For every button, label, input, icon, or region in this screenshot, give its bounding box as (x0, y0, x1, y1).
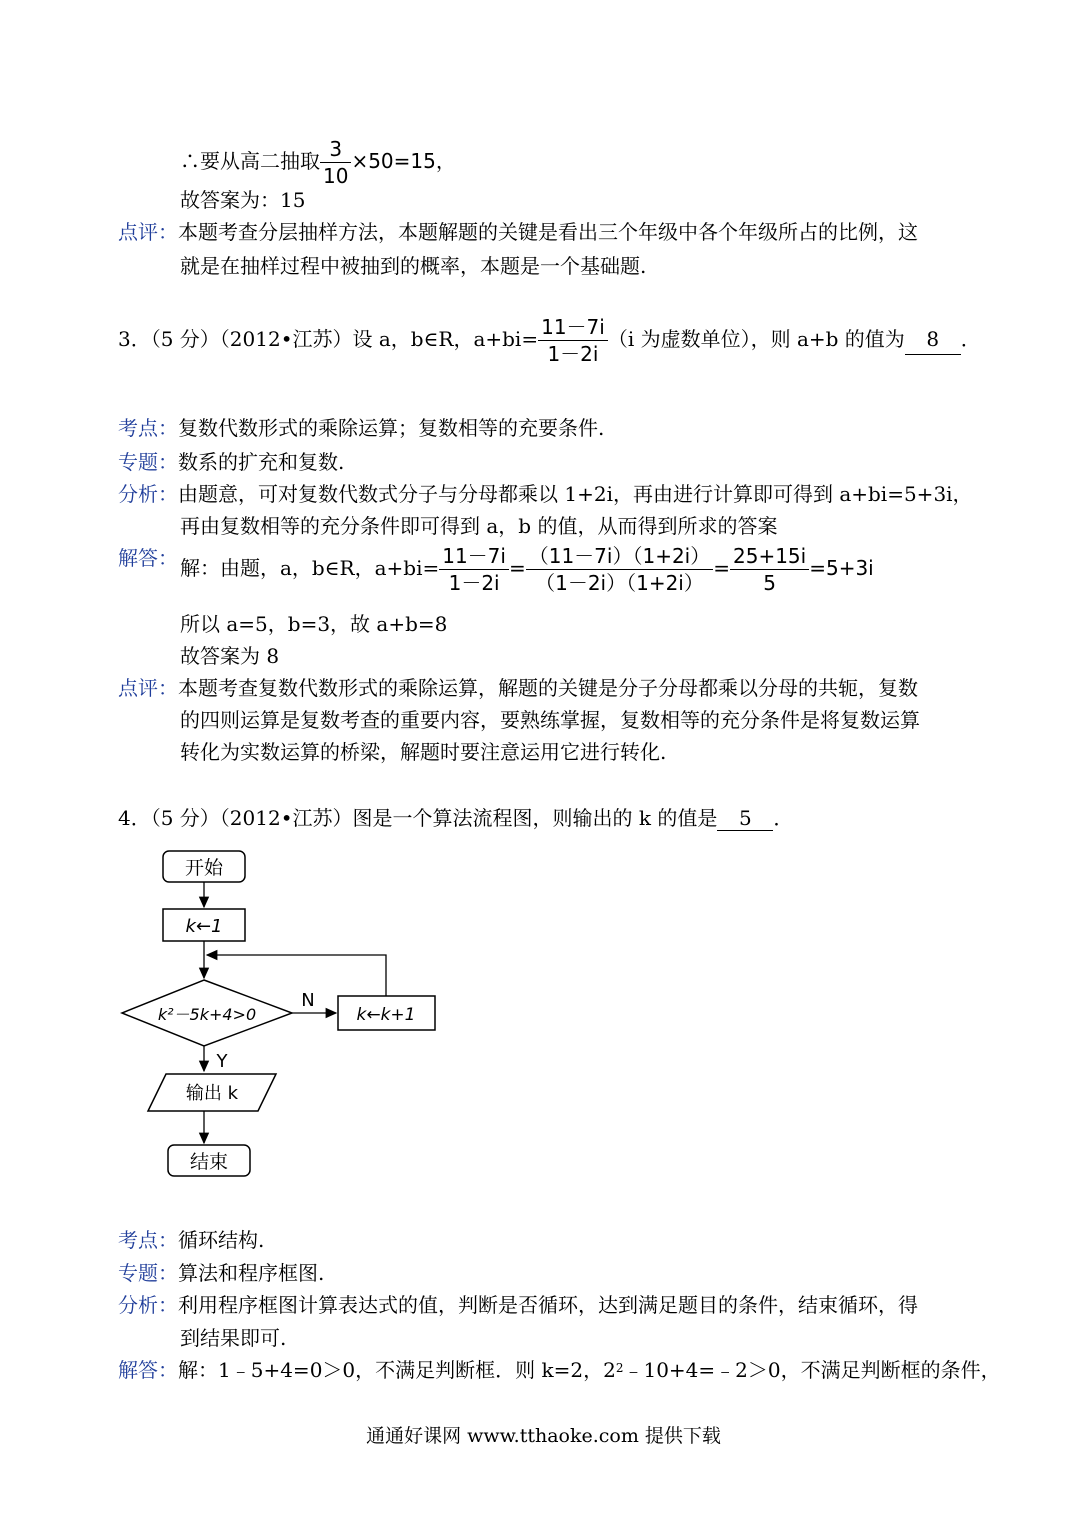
q3-jieda-label (118, 546, 178, 570)
flow-start-label: 开始 (184, 857, 224, 879)
q4-stem-prefix: 4．（5 分）（2012•江苏）图是一个算法流程图，则输出的 k 的值是 (118, 806, 718, 830)
p2-fraction (320, 136, 351, 189)
q3-so-line: 所以 a=5，b=3，故 a+b=8 (180, 612, 448, 636)
q3-jieda-prefix: 解：由题，a，b∈R，a+bi= (180, 556, 440, 580)
q3-zhuanti (118, 450, 344, 474)
p2-calc-suffix: ×50=15， (351, 149, 456, 173)
q3-stem-end: ． (960, 327, 981, 351)
flow-output-label: 输出 k (185, 1083, 239, 1104)
p2-calc-line (180, 136, 456, 189)
q4-answer-blank: 5 (717, 806, 773, 831)
q3-comment-label: 点评： (118, 676, 178, 700)
q3-f1-den: 1－2i (448, 571, 500, 595)
q3-f2-den: （1－2i）（1+2i） (535, 571, 704, 595)
q3-kaodian-text: 复数代数形式的乘除运算；复数相等的充要条件. (178, 416, 605, 440)
page-footer: 通通好课网 www.tthaoke.com 提供下载 (366, 1425, 721, 1447)
q4-fenxi-line-1 (118, 1293, 918, 1317)
flow-decision-label: k²－5k+4>0 (157, 1005, 257, 1024)
q3-frac-den: 1－2i (547, 342, 599, 366)
q4-stem (118, 806, 793, 831)
q4-jieda-line (118, 1358, 1001, 1382)
q4-zhuanti (118, 1261, 324, 1285)
q3-jieda-frac-1 (439, 543, 509, 596)
q3-f2-num: （11－7i）（1+2i） (526, 543, 714, 570)
q3-kaodian-label: 考点： (118, 416, 178, 440)
q3-jieda-label-text: 解答： (118, 546, 178, 570)
q3-comment-text-1: 本题考查复数代数形式的乘除运算，解题的关键是分子分母都乘以分母的共轭，复数 (178, 676, 918, 700)
p2-calc-prefix: ∴要从高二抽取 (180, 149, 320, 173)
q3-jieda-frac-3 (730, 543, 809, 596)
q3-fenxi-line-2: 再由复数相等的充分条件即可得到 a，b 的值，从而得到所求的答案 (180, 514, 778, 538)
q3-kaodian (118, 416, 604, 440)
q4-kaodian-text: 循环结构. (178, 1228, 265, 1252)
q4-jieda-superscript: 2 (615, 1361, 624, 1375)
q3-answer: 故答案为 8 (180, 644, 280, 668)
algorithm-flowchart (110, 843, 450, 1183)
q3-fenxi-text-1: 由题意，可对复数代数式分子与分母都乘以 1+2i，再由进行计算即可得到 a+bi=5+3i， (178, 482, 973, 506)
q3-f3-num: 25+15i (730, 543, 809, 570)
q3-fenxi-label: 分析： (118, 482, 178, 506)
q3-answer-blank: 8 (905, 324, 961, 355)
flow-update-label: k←k+1 (356, 1005, 416, 1025)
q3-jieda-equation (180, 543, 874, 596)
flow-end-label: 结束 (189, 1151, 229, 1173)
q4-zhuanti-label: 专题： (118, 1261, 178, 1285)
p2-answer: 故答案为：15 (180, 188, 306, 212)
q3-comment-line-2: 的四则运算是复数考查的重要内容，要熟练掌握，复数相等的充分条件是将复数运算 (180, 708, 920, 732)
q3-fenxi-line-1 (118, 482, 973, 506)
flow-init-label: k←1 (185, 916, 223, 937)
q4-jieda-text-b: ﹣10+4=﹣2＞0，不满足判断框的条件， (623, 1358, 1001, 1382)
flow-yes-label: Y (216, 1051, 228, 1072)
q3-stem-suffix: （i 为虚数单位），则 a+b 的值为 (607, 327, 905, 351)
p2-frac-num: 3 (320, 136, 351, 163)
q3-comment-line-1 (118, 676, 918, 700)
flow-loop-arrow (207, 955, 386, 996)
p2-comment-line-1 (118, 220, 918, 244)
q4-stem-end: ． (773, 806, 794, 830)
q3-eq-2: = (713, 556, 730, 580)
q4-kaodian (118, 1228, 264, 1252)
q3-jieda-result: =5+3i (809, 556, 874, 580)
p2-comment-line-2: 就是在抽样过程中被抽到的概率，本题是一个基础题. (180, 254, 647, 278)
q4-jieda-label: 解答： (118, 1358, 178, 1382)
p2-frac-den: 10 (323, 164, 349, 188)
p2-comment-text-1: 本题考查分层抽样方法，本题解题的关键是看出三个年级中各个年级所占的比例，这 (178, 220, 918, 244)
q4-fenxi-label: 分析： (118, 1293, 178, 1317)
q4-zhuanti-text: 算法和程序框图. (178, 1261, 325, 1285)
q4-fenxi-text-1: 利用程序框图计算表达式的值，判断是否循环，达到满足题目的条件，结束循环，得 (178, 1293, 918, 1317)
q3-zhuanti-label: 专题： (118, 450, 178, 474)
q4-jieda-text-a: 解：1﹣5+4=0＞0，不满足判断框．则 k=2，2 (178, 1358, 616, 1382)
q3-f1-num: 11－7i (439, 543, 509, 570)
q3-stem-prefix: 3．（5 分）（2012•江苏）设 a，b∈R，a+bi= (118, 327, 539, 351)
q3-stem (118, 314, 981, 367)
flow-no-label: N (301, 990, 315, 1011)
q4-kaodian-label: 考点： (118, 1228, 178, 1252)
q3-comment-line-3: 转化为实数运算的桥梁，解题时要注意运用它进行转化. (180, 740, 667, 764)
q3-zhuanti-text: 数系的扩充和复数. (178, 450, 345, 474)
q3-stem-fraction (538, 314, 608, 367)
q3-jieda-frac-2 (526, 543, 714, 596)
q3-f3-den: 5 (763, 571, 776, 595)
p2-comment-label: 点评： (118, 220, 178, 244)
q3-frac-num: 11－7i (538, 314, 608, 341)
q3-eq-1: = (508, 556, 526, 580)
q4-fenxi-line-2: 到结果即可. (180, 1326, 287, 1350)
